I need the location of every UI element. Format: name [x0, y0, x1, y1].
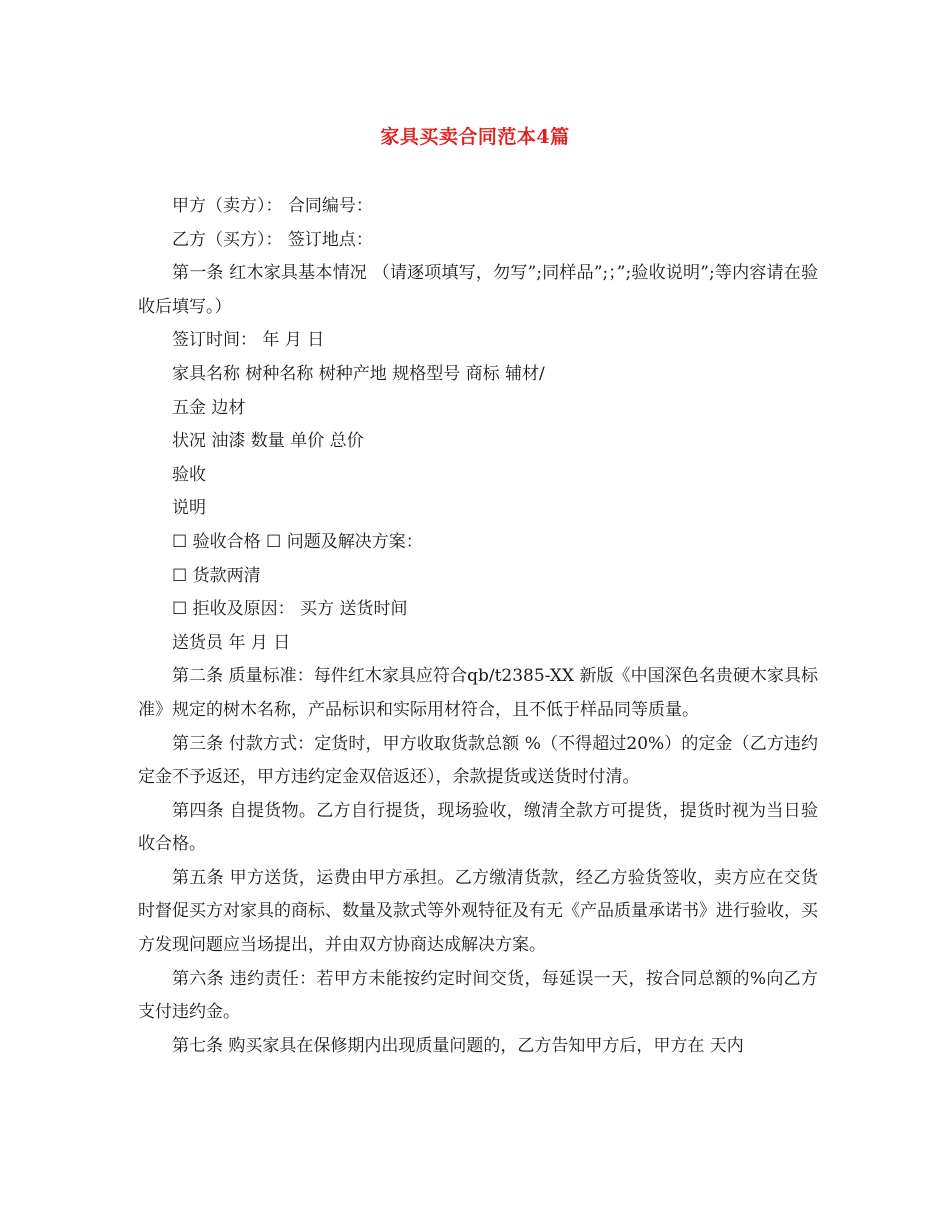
checkbox-reject-line: ☐ 拒收及原因： 买方 送货时间	[172, 599, 408, 620]
furniture-columns-line-3: 状况 油漆 数量 单价 总价	[172, 431, 364, 452]
article-5-paragraph: 第五条 甲方送货，运费由甲方承担。乙方缴清货款，经乙方验货签收，卖方应在交货时督促买方对家具的商标、数量及款式等外观特征及有无《产品质量承诺书》进行验收，买方发现问题应当场提出，并由双方协商达成解决方案。	[138, 867, 818, 956]
party-b-line: 乙方（买方）： 签订地点：	[172, 229, 373, 250]
article-6-paragraph: 第六条 违约责任：若甲方未能按约定时间交货，每延误一天，按合同总额的%向乙方支付违约金。	[138, 968, 818, 1023]
checkbox-payment-line: ☐ 货款两清	[172, 565, 261, 586]
article-7-paragraph: 第七条 购买家具在保修期内出现质量问题的，乙方告知甲方后，甲方在 天内	[172, 1035, 744, 1056]
description-label: 说明	[172, 498, 206, 519]
furniture-columns-line-1: 家具名称 树种名称 树种产地 规格型号 商标 辅材/	[172, 363, 545, 384]
sign-date-line: 签订时间： 年 月 日	[172, 330, 325, 351]
inspection-label: 验收	[172, 464, 206, 485]
article-3-paragraph: 第三条 付款方式：定货时，甲方收取货款总额 %（不得超过20%）的定金（乙方违约定金不予返还，甲方违约定金双倍返还），余款提货或送货时付清。	[138, 733, 818, 788]
article-2-paragraph: 第二条 质量标准：每件红木家具应符合qb/t2385-XX 新版《中国深色名贵硬木家具标准》规定的树木名称，产品标识和实际用材符合，且不低于样品同等质量。	[138, 666, 818, 720]
document-title: 家具买卖合同范本4篇	[380, 126, 570, 148]
delivery-person-line: 送货员 年 月 日	[172, 632, 291, 653]
article-4-paragraph: 第四条 自提货物。乙方自行提货，现场验收，缴清全款方可提货，提货时视为当日验收合格。	[138, 800, 818, 855]
document-body	[138, 190, 818, 1063]
article-1-paragraph: 第一条 红木家具基本情况 （请逐项填写，勿写”;同样品”;；”;验收说明”;等内容请在验收后填写。）	[138, 263, 818, 317]
party-a-line: 甲方（卖方）： 合同编号：	[172, 196, 373, 216]
furniture-columns-line-2: 五金 边材	[172, 397, 246, 418]
checkbox-inspection-line: ☐ 验收合格 ☐ 问题及解决方案：	[172, 531, 423, 552]
